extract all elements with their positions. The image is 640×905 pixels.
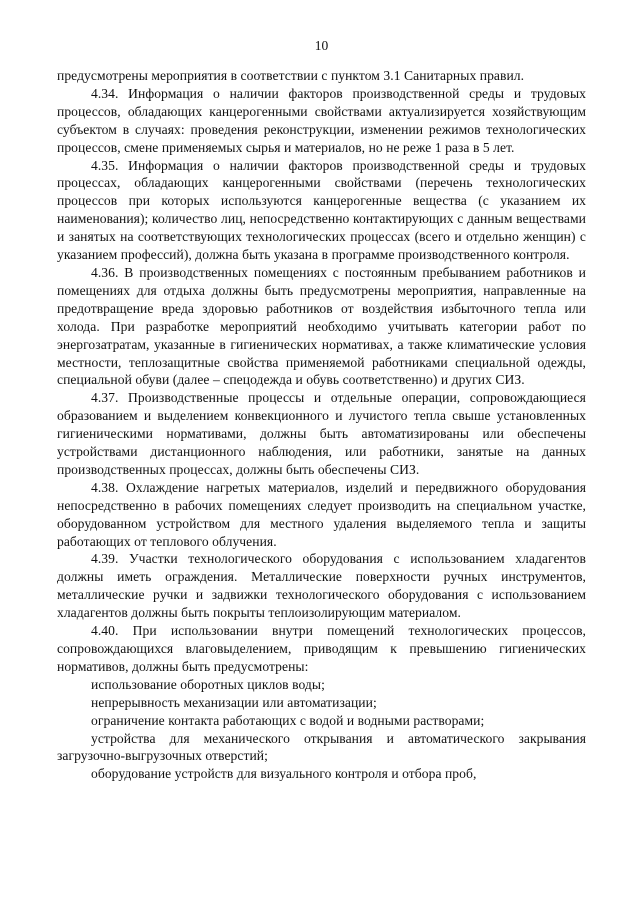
paragraph-4-40: 4.40. При использовании внутри помещений технологических процессов, сопровождающихся влаговыделением, приводящим к превышению гигиенических нормативов, должны быть предусмотрены: xyxy=(57,623,586,674)
paragraph-4-34: 4.34. Информация о наличии факторов производственной среды и трудовых процессов, обладающих канцерогенными свойствами актуализируется хозяйствующим субъектом в случаях: проведения реконструкции, изменении режимов технологических процессов, смене применяемых сырья и материалов, но не реже 1 раза в 5 лет. xyxy=(57,85,586,155)
paragraph-4-36: 4.36. В производственных помещениях с постоянным пребыванием работников и помещениях для отдыха должны быть предусмотрены мероприятия, направленные на предотвращение вреда здоровью работников от воздействия избыточного тепла или холода. При разработке мероприятий необходимо учитывать категории работ по энергозатратам, указанные в гигиенических нормативах, а также климатические условия местности, теплозащитные свойства применяемой работниками специальной одежды, специальной обуви (далее – спецодежда и обувь соответственно) и других СИЗ. xyxy=(57,264,586,388)
paragraph-4-37: 4.37. Производственные процессы и отдельные операции, сопровождающиеся образованием и выделением конвекционного и лучистого тепла свыше установленных гигиеническими нормативами, должны быть автоматизированы или обеспечены устройствами дистанционного наблюдения, или работники, занятые на данных производственных процессах, должны быть обеспечены СИЗ. xyxy=(57,390,586,477)
page-number: 10 xyxy=(314,38,329,53)
list-item: использование оборотных циклов воды; xyxy=(91,676,325,692)
list-item: оборудование устройств для визуального контроля и отбора проб, xyxy=(91,766,477,782)
requirements-list xyxy=(57,676,586,783)
paragraph-4-35: 4.35. Информация о наличии факторов производственной среды и трудовых процессах, обладающих канцерогенными свойствами (перечень технологических процессов при которых используются канцерогенные вещества (с указанием их наименования); количество лиц, непосредственно контактирующих с данным веществами и занятых на соответствующих технологических процессах (всего и отдельно женщин) с указанием профессий), должна быть указана в программе производственного контроля. xyxy=(57,157,586,263)
list-item: ограничение контакта работающих с водой и водными растворами; xyxy=(91,712,485,728)
paragraph-4-38: 4.38. Охлаждение нагретых материалов, изделий и передвижного оборудования непосредственно в рабочих помещениях следует производить на специальном участке, оборудованном устройством для местного удаления выделяемого тепла и защиты работающих от теплового облучения. xyxy=(57,479,586,549)
list-item: устройства для механического открывания и автоматического закрывания загрузочно-выгрузочных отверстий; xyxy=(57,730,586,764)
paragraph-continuation: предусмотрены мероприятия в соответствии с пунктом 3.1 Санитарных правил. xyxy=(57,68,525,83)
document-body xyxy=(57,67,586,783)
paragraph-4-39: 4.39. Участки технологического оборудования с использованием хладагентов должны иметь ограждения. Металлические поверхности ручных инструментов, металлические ручки и задвижки технологического оборудования с использованием хладагентов должны быть покрыты теплоизолирующим материалом. xyxy=(57,551,586,621)
list-item: непрерывность механизации или автоматизации; xyxy=(91,694,377,710)
